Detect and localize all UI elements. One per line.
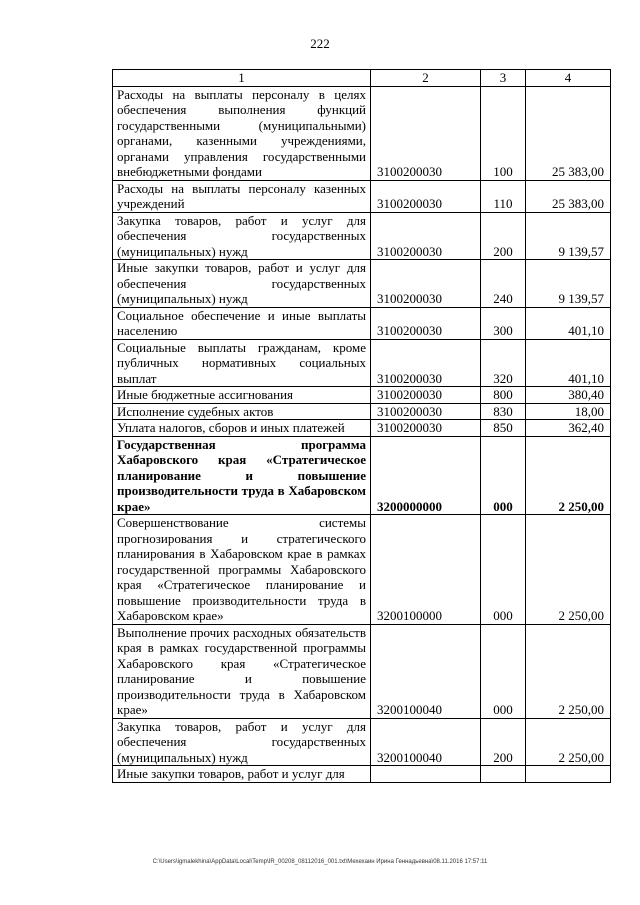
- row-sum-cell: [526, 766, 611, 783]
- table-row: [113, 624, 611, 718]
- row-type-cell: 200: [481, 718, 526, 766]
- budget-table: [112, 69, 611, 783]
- row-type-cell: 000: [481, 624, 526, 718]
- table-row: [113, 307, 611, 339]
- row-type-cell: 110: [481, 180, 526, 212]
- table-row: [113, 766, 611, 783]
- row-type-cell: 830: [481, 403, 526, 420]
- table-row: [113, 515, 611, 625]
- table-row: [113, 86, 611, 180]
- header-cell-3: 3: [481, 70, 526, 87]
- row-type-cell: 850: [481, 420, 526, 437]
- row-name-cell: Уплата налогов, сборов и иных платежей: [113, 420, 371, 437]
- row-name-cell: Государственная программа Хабаровского края «Стратегическое планирование и повышение производительности труда в Хабаровском крае»: [113, 436, 371, 515]
- table-row: [113, 436, 611, 515]
- row-type-cell: 200: [481, 212, 526, 260]
- header-cell-2: 2: [371, 70, 481, 87]
- header-cell-4: 4: [526, 70, 611, 87]
- page-number: 222: [310, 36, 330, 51]
- row-code-cell: 3100200030: [371, 420, 481, 437]
- row-type-cell: 000: [481, 436, 526, 515]
- table-row: [113, 403, 611, 420]
- row-sum-cell: 2 250,00: [526, 515, 611, 625]
- row-code-cell: 3100200030: [371, 180, 481, 212]
- row-name-cell: Расходы на выплаты персоналу в целях обеспечения выполнения функций государственными (муниципальными) органами, казенными учреждениями, органами управления государственными внебюджетными фондами: [113, 86, 371, 180]
- row-name-cell: Социальные выплаты гражданам, кроме публичных нормативных социальных выплат: [113, 339, 371, 387]
- file-path-footer: C:\Users\igmalekhina\AppData\Local\Temp\IR_00208_08112016_001.txt\Мехехаин Ирина Геннадьевна\08.11.2016 17:57:11: [152, 859, 488, 865]
- row-code-cell: [371, 766, 481, 783]
- table-row: [113, 180, 611, 212]
- table-row: [113, 420, 611, 437]
- row-sum-cell: 401,10: [526, 307, 611, 339]
- table-row: [113, 339, 611, 387]
- row-type-cell: 300: [481, 307, 526, 339]
- row-sum-cell: 9 139,57: [526, 212, 611, 260]
- header-cell-1: 1: [113, 70, 371, 87]
- row-type-cell: 100: [481, 86, 526, 180]
- row-name-cell: Иные закупки товаров, работ и услуг для: [113, 766, 371, 783]
- row-code-cell: 3100200030: [371, 403, 481, 420]
- row-code-cell: 3200100040: [371, 718, 481, 766]
- row-name-cell: Выполнение прочих расходных обязательств края в рамках государственной программы Хабаровского края «Стратегическое планирование и повышение производительности труда в Хабаровском крае»: [113, 624, 371, 718]
- row-sum-cell: 2 250,00: [526, 624, 611, 718]
- row-sum-cell: 380,40: [526, 387, 611, 404]
- row-type-cell: 000: [481, 515, 526, 625]
- row-sum-cell: 25 383,00: [526, 86, 611, 180]
- row-name-cell: Закупка товаров, работ и услуг для обеспечения государственных (муниципальных) нужд: [113, 212, 371, 260]
- row-code-cell: 3200100000: [371, 515, 481, 625]
- row-sum-cell: 401,10: [526, 339, 611, 387]
- row-name-cell: Расходы на выплаты персоналу казенных учреждений: [113, 180, 371, 212]
- row-type-cell: [481, 766, 526, 783]
- row-code-cell: 3100200030: [371, 387, 481, 404]
- row-code-cell: 3100200030: [371, 339, 481, 387]
- row-sum-cell: 2 250,00: [526, 718, 611, 766]
- row-name-cell: Совершенствование системы прогнозирования и стратегического планирования в Хабаровском крае в рамках государственной программы Хабаровского края «Стратегическое планирование и повышение производительности труда в Хабаровском крае»: [113, 515, 371, 625]
- table-row: [113, 212, 611, 260]
- row-name-cell: Исполнение судебных актов: [113, 403, 371, 420]
- budget-table-body: [113, 70, 611, 783]
- header-row: [113, 70, 611, 87]
- table-row: [113, 260, 611, 308]
- row-type-cell: 320: [481, 339, 526, 387]
- row-sum-cell: 2 250,00: [526, 436, 611, 515]
- row-name-cell: Иные закупки товаров, работ и услуг для обеспечения государственных (муниципальных) нужд: [113, 260, 371, 308]
- row-sum-cell: 362,40: [526, 420, 611, 437]
- row-code-cell: 3100200030: [371, 212, 481, 260]
- row-sum-cell: 18,00: [526, 403, 611, 420]
- row-sum-cell: 25 383,00: [526, 180, 611, 212]
- row-code-cell: 3100200030: [371, 260, 481, 308]
- row-code-cell: 3200000000: [371, 436, 481, 515]
- row-type-cell: 800: [481, 387, 526, 404]
- row-type-cell: 240: [481, 260, 526, 308]
- table-row: [113, 387, 611, 404]
- row-code-cell: 3200100040: [371, 624, 481, 718]
- row-name-cell: Иные бюджетные ассигнования: [113, 387, 371, 404]
- row-name-cell: Социальное обеспечение и иные выплаты населению: [113, 307, 371, 339]
- table-row: [113, 718, 611, 766]
- row-code-cell: 3100200030: [371, 86, 481, 180]
- row-sum-cell: 9 139,57: [526, 260, 611, 308]
- row-name-cell: Закупка товаров, работ и услуг для обеспечения государственных (муниципальных) нужд: [113, 718, 371, 766]
- row-code-cell: 3100200030: [371, 307, 481, 339]
